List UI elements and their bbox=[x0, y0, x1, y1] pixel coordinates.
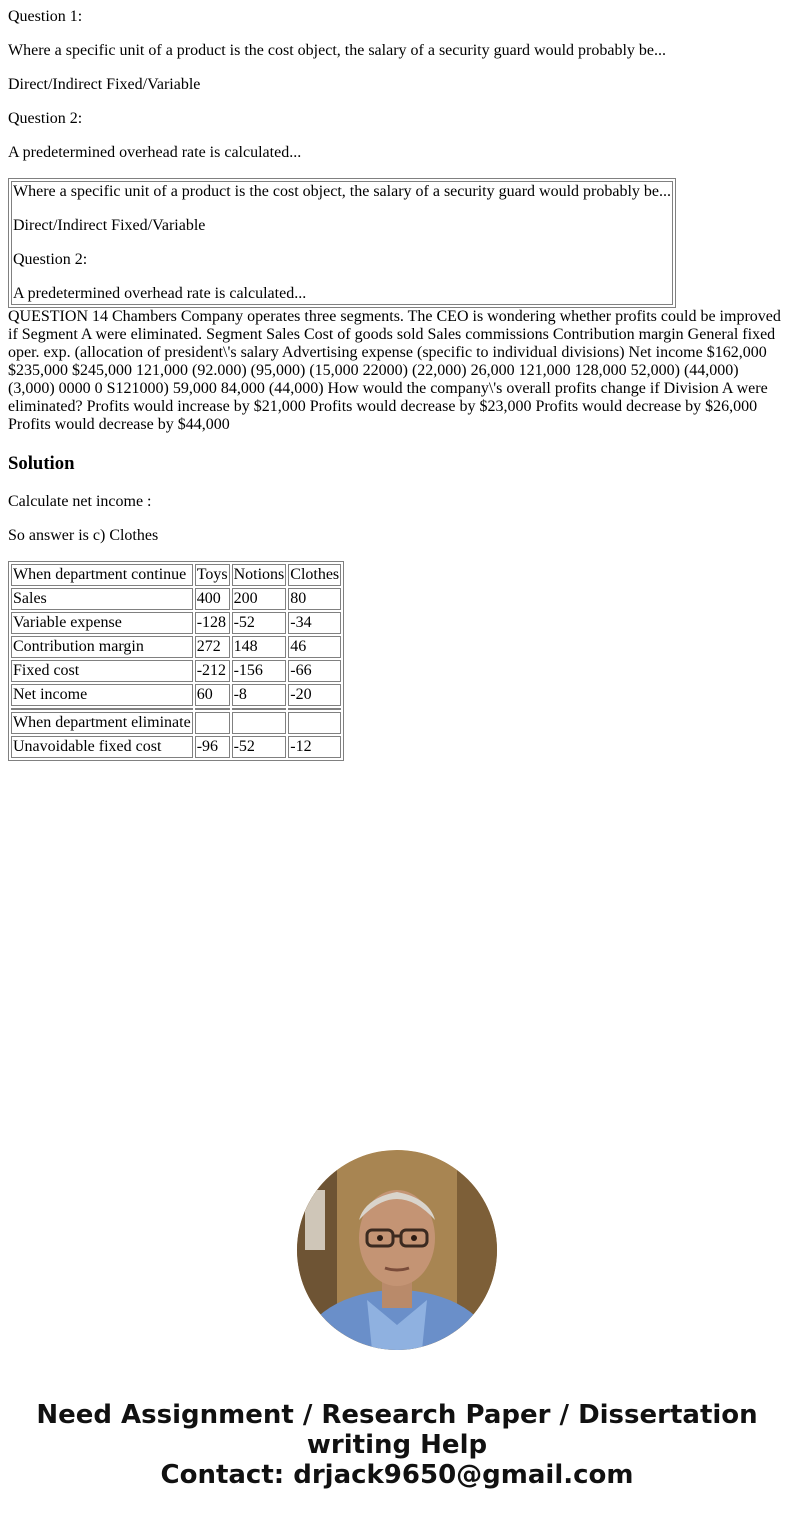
table-cell: -20 bbox=[288, 684, 341, 706]
table-header-row bbox=[11, 564, 341, 586]
question-2-text: A predetermined overhead rate is calculated... bbox=[8, 144, 302, 161]
table-cell: -34 bbox=[288, 612, 341, 634]
footer-promo bbox=[0, 1150, 794, 1490]
income-table bbox=[8, 561, 344, 761]
table-header-cell: Notions bbox=[232, 564, 287, 586]
table-cell: Fixed cost bbox=[11, 660, 193, 682]
table-cell: 80 bbox=[288, 588, 341, 610]
table-cell: -52 bbox=[232, 612, 287, 634]
table-row bbox=[11, 588, 341, 610]
question-1-heading: Question 1: bbox=[8, 8, 83, 25]
table-row bbox=[11, 712, 341, 734]
table-cell: -12 bbox=[288, 736, 341, 758]
promo-line-2: writing Help bbox=[306, 1430, 488, 1460]
table-cell: 200 bbox=[232, 588, 287, 610]
table-row-empty bbox=[11, 708, 341, 710]
table-row bbox=[11, 660, 341, 682]
table-cell: -96 bbox=[195, 736, 230, 758]
promo-text bbox=[0, 1400, 794, 1490]
table-cell: When department eliminate bbox=[11, 712, 193, 734]
question-14-text: QUESTION 14 Chambers Company operates three segments. The CEO is wondering whether profits could be improved if Segment A were eliminated. Segment Sales Cost of goods sold Sales commissions Contribution margin General fixed oper. exp. (allocation of president\'s salary Advertising expense (specific to individual divisions) Net income $162,000 $235,000 $245,000 121,000 (92.000) (95,000) (15,000 22000) (22,000) 26,000 121,000 128,000 52,000) (44,000) (3,000) 0000 0 S121000) 59,000 84,000 (44,000) How would the company\'s overall profits change if Division A were eliminated? Profits would increase by $21,000 Profits would decrease by $23,000 Profits would decrease by $26,000 Profits would decrease by $44,000 bbox=[8, 308, 781, 433]
table-header-cell: Clothes bbox=[288, 564, 341, 586]
table-cell: Variable expense bbox=[11, 612, 193, 634]
table-cell bbox=[288, 712, 341, 734]
table-row bbox=[11, 684, 341, 706]
table-cell: 148 bbox=[232, 636, 287, 658]
document-body bbox=[8, 8, 786, 761]
table-cell: 46 bbox=[288, 636, 341, 658]
table-cell bbox=[195, 708, 230, 710]
avatar-portrait-image bbox=[297, 1150, 497, 1350]
avatar bbox=[297, 1150, 497, 1350]
table-cell bbox=[195, 712, 230, 734]
table-cell bbox=[232, 708, 287, 710]
quoted-question-cell bbox=[11, 181, 673, 305]
table-cell bbox=[288, 708, 341, 710]
solution-line-1: Calculate net income : bbox=[8, 493, 152, 510]
table-cell: Unavoidable fixed cost bbox=[11, 736, 193, 758]
quoted-question-row bbox=[11, 181, 673, 305]
promo-contact: Contact: drjack9650@gmail.com bbox=[160, 1460, 634, 1490]
quoted-text-3: Question 2: bbox=[13, 251, 88, 268]
table-cell bbox=[11, 708, 193, 710]
table-cell: 400 bbox=[195, 588, 230, 610]
quoted-text-2: Direct/Indirect Fixed/Variable bbox=[13, 217, 206, 234]
question-1-text: Where a specific unit of a product is the cost object, the salary of a security guard would probably be... bbox=[8, 42, 666, 59]
solution-heading: Solution bbox=[8, 453, 75, 474]
table-cell: -128 bbox=[195, 612, 230, 634]
table-cell: Net income bbox=[11, 684, 193, 706]
table-cell: 272 bbox=[195, 636, 230, 658]
table-cell: -8 bbox=[232, 684, 287, 706]
table-cell: 60 bbox=[195, 684, 230, 706]
table-cell: -66 bbox=[288, 660, 341, 682]
quoted-text-4: A predetermined overhead rate is calculated... bbox=[13, 285, 307, 302]
table-header-cell: Toys bbox=[195, 564, 230, 586]
table-header-cell: When department continue bbox=[11, 564, 193, 586]
table-cell: Sales bbox=[11, 588, 193, 610]
table-cell: -52 bbox=[232, 736, 287, 758]
table-cell: -212 bbox=[195, 660, 230, 682]
question-2-heading: Question 2: bbox=[8, 110, 83, 127]
quoted-text-1: Where a specific unit of a product is the cost object, the salary of a security guard would probably be... bbox=[13, 183, 671, 200]
solution-line-2: So answer is c) Clothes bbox=[8, 527, 159, 544]
question-1-options: Direct/Indirect Fixed/Variable bbox=[8, 76, 201, 93]
table-cell bbox=[232, 712, 287, 734]
table-row bbox=[11, 736, 341, 758]
table-cell: -156 bbox=[232, 660, 287, 682]
table-row bbox=[11, 636, 341, 658]
promo-line-1: Need Assignment / Research Paper / Dissertation bbox=[36, 1400, 758, 1430]
table-cell: Contribution margin bbox=[11, 636, 193, 658]
table-row bbox=[11, 612, 341, 634]
quoted-question-box bbox=[8, 178, 676, 308]
